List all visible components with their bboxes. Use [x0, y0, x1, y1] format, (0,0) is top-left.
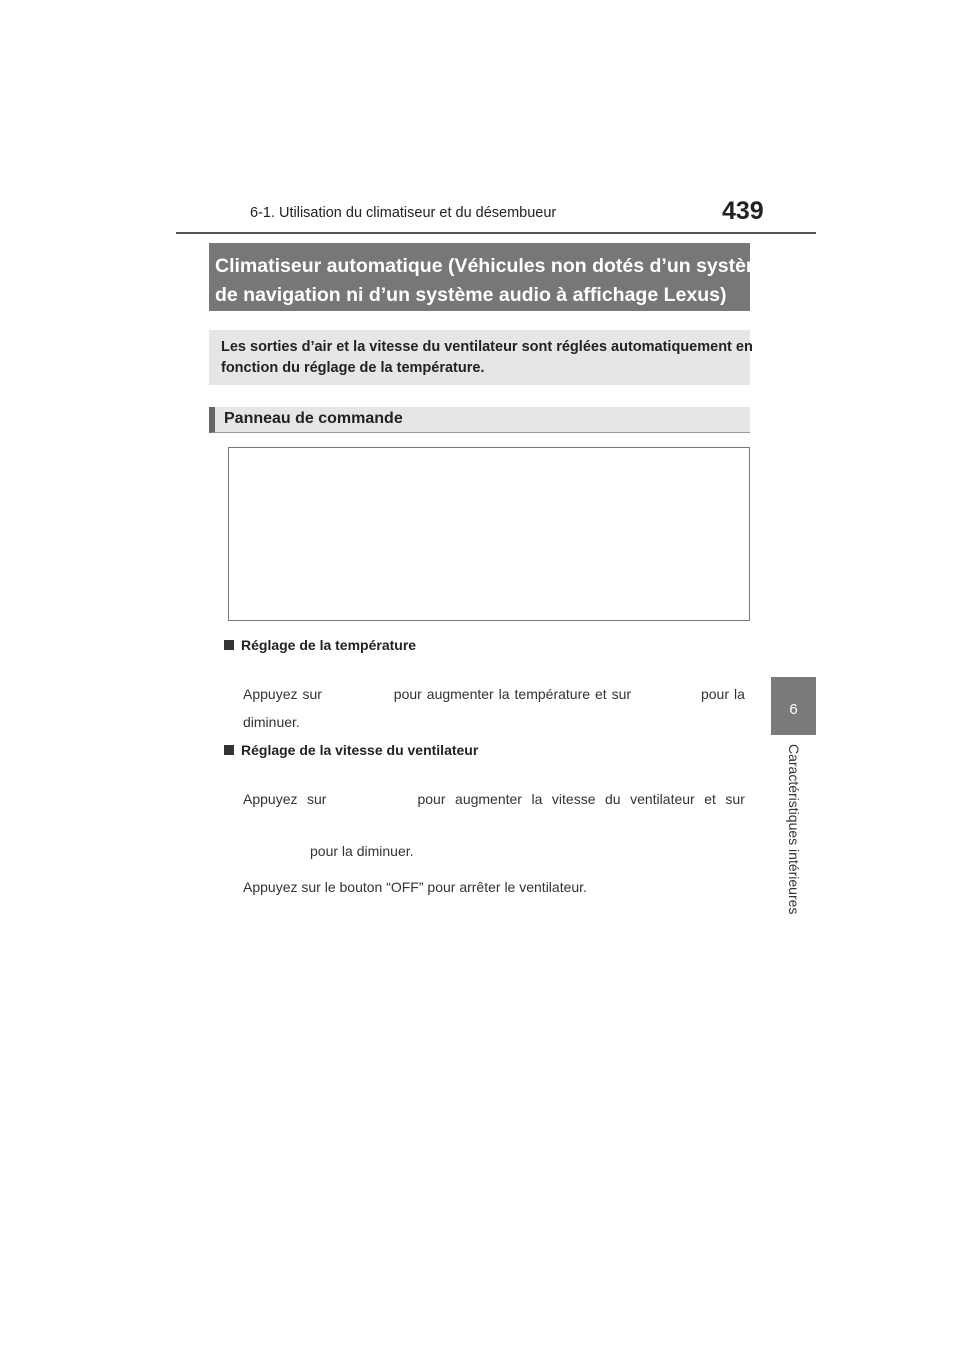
header-section-title: 6-1. Utilisation du climatiseur et du désembueur — [250, 205, 557, 221]
intro-line-2: fonction du réglage de la température. — [221, 360, 485, 376]
word: Appuyez — [243, 686, 298, 702]
header-rule — [176, 232, 816, 234]
fan-paragraph-line-2: pour la diminuer. — [310, 843, 414, 859]
square-bullet-icon — [224, 640, 234, 650]
section-heading-text: Panneau de commande — [224, 410, 403, 427]
page-number: 439 — [722, 197, 764, 225]
word: la — [498, 686, 510, 702]
subheading-fan-speed — [224, 742, 478, 758]
chapter-tab — [771, 677, 816, 735]
word: pour — [393, 686, 422, 702]
word: la — [531, 791, 543, 807]
word: sur — [302, 686, 322, 702]
word: et — [594, 686, 607, 702]
intro-box — [209, 330, 753, 385]
word: Appuyez — [243, 791, 298, 807]
button-icon-placeholder — [636, 686, 696, 702]
control-panel-figure — [228, 447, 750, 621]
word: sur — [611, 686, 632, 702]
chapter-title: Caractéristiques intérieures — [786, 744, 802, 915]
temperature-paragraph-line-2: diminuer. — [243, 714, 300, 730]
chapter-number: 6 — [789, 701, 798, 718]
page-title-line-2: de navigation ni d’un système audio à affichage Lexus) — [215, 284, 727, 306]
word: sur — [725, 791, 745, 807]
button-icon-placeholder — [336, 791, 408, 807]
word: ventilateur — [630, 791, 695, 807]
temperature-paragraph-line-1 — [243, 686, 745, 702]
word: pour — [700, 686, 729, 702]
subheading-temperature — [224, 637, 416, 653]
word: la — [733, 686, 745, 702]
fan-paragraph-line-1 — [243, 791, 745, 807]
square-bullet-icon — [224, 745, 234, 755]
word: du — [605, 791, 621, 807]
page-title-line-1: Climatiseur automatique (Véhicules non dotés d’un système — [215, 255, 775, 277]
word: augmenter — [455, 791, 522, 807]
word: température — [514, 686, 591, 702]
word: sur — [307, 791, 327, 807]
section-heading — [209, 407, 750, 433]
intro-line-1: Les sorties d’air et la vitesse du ventilateur sont réglées automatiquement en — [221, 339, 753, 355]
word: pour — [417, 791, 446, 807]
word: vitesse — [551, 791, 596, 807]
fan-off-instruction: Appuyez sur le bouton “OFF” pour arrêter le ventilateur. — [243, 879, 587, 895]
word: et — [704, 791, 716, 807]
subheading-temperature-text: Réglage de la température — [241, 637, 417, 653]
subheading-fan-speed-text: Réglage de la vitesse du ventilateur — [241, 742, 479, 758]
word: augmenter — [426, 686, 494, 702]
page-title — [209, 243, 775, 311]
button-icon-placeholder — [327, 686, 389, 702]
